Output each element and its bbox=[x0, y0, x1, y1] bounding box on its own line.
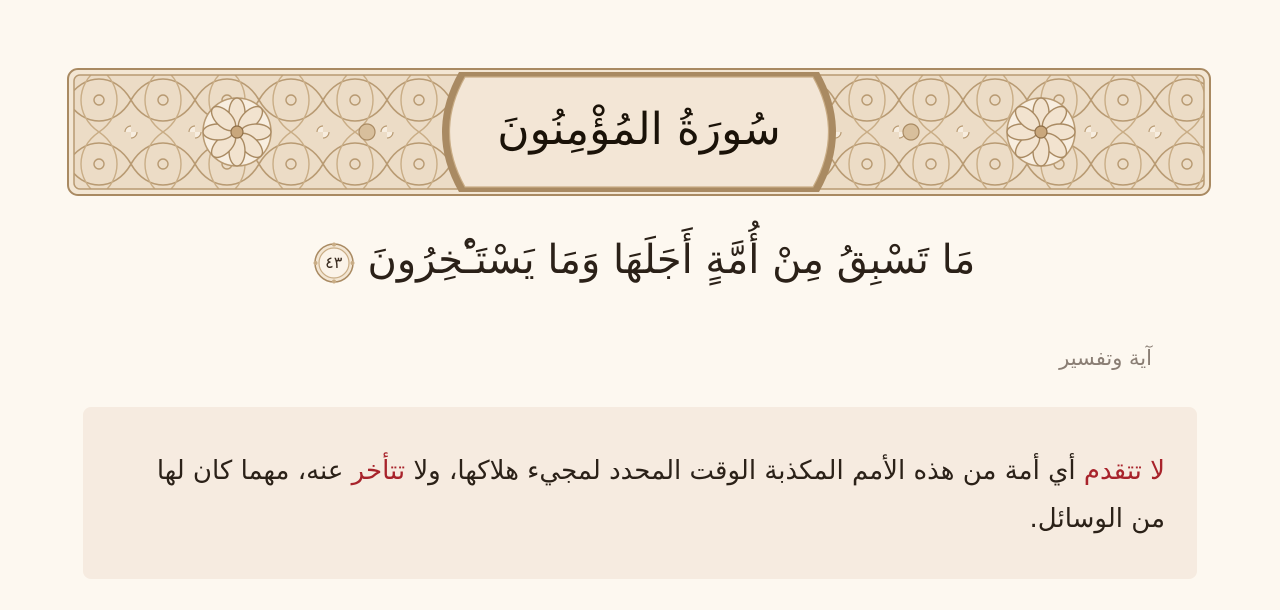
tafsir-segment-2: أي أمة من هذه الأمم المكذبة الوقت المحدد لمجيء هلاكها، ولا bbox=[405, 456, 1084, 486]
tafsir-card bbox=[83, 407, 1197, 579]
surah-title: سُورَةُ المُؤْمِنُونَ bbox=[497, 104, 781, 155]
ayah-number: ٤٣ bbox=[325, 253, 343, 272]
ayah-line bbox=[0, 224, 1280, 296]
tafsir-highlight-1: لا تتقدم bbox=[1083, 456, 1165, 486]
section-label: آية وتفسير bbox=[1059, 346, 1152, 370]
tafsir-text bbox=[115, 447, 1165, 543]
tafsir-highlight-2: تتأخر bbox=[351, 456, 406, 486]
ayah-text: مَا تَسْبِقُ مِنْ أُمَّةٍ أَجَلَهَا وَمَا يَسْتَـْٔخِرُونَ bbox=[367, 237, 976, 283]
surah-header-frame bbox=[67, 68, 1211, 196]
tafsir-segment-4: عنه، مهما كان لها من الوسائل. bbox=[156, 456, 1165, 534]
ayah-number-marker[interactable] bbox=[313, 242, 355, 284]
